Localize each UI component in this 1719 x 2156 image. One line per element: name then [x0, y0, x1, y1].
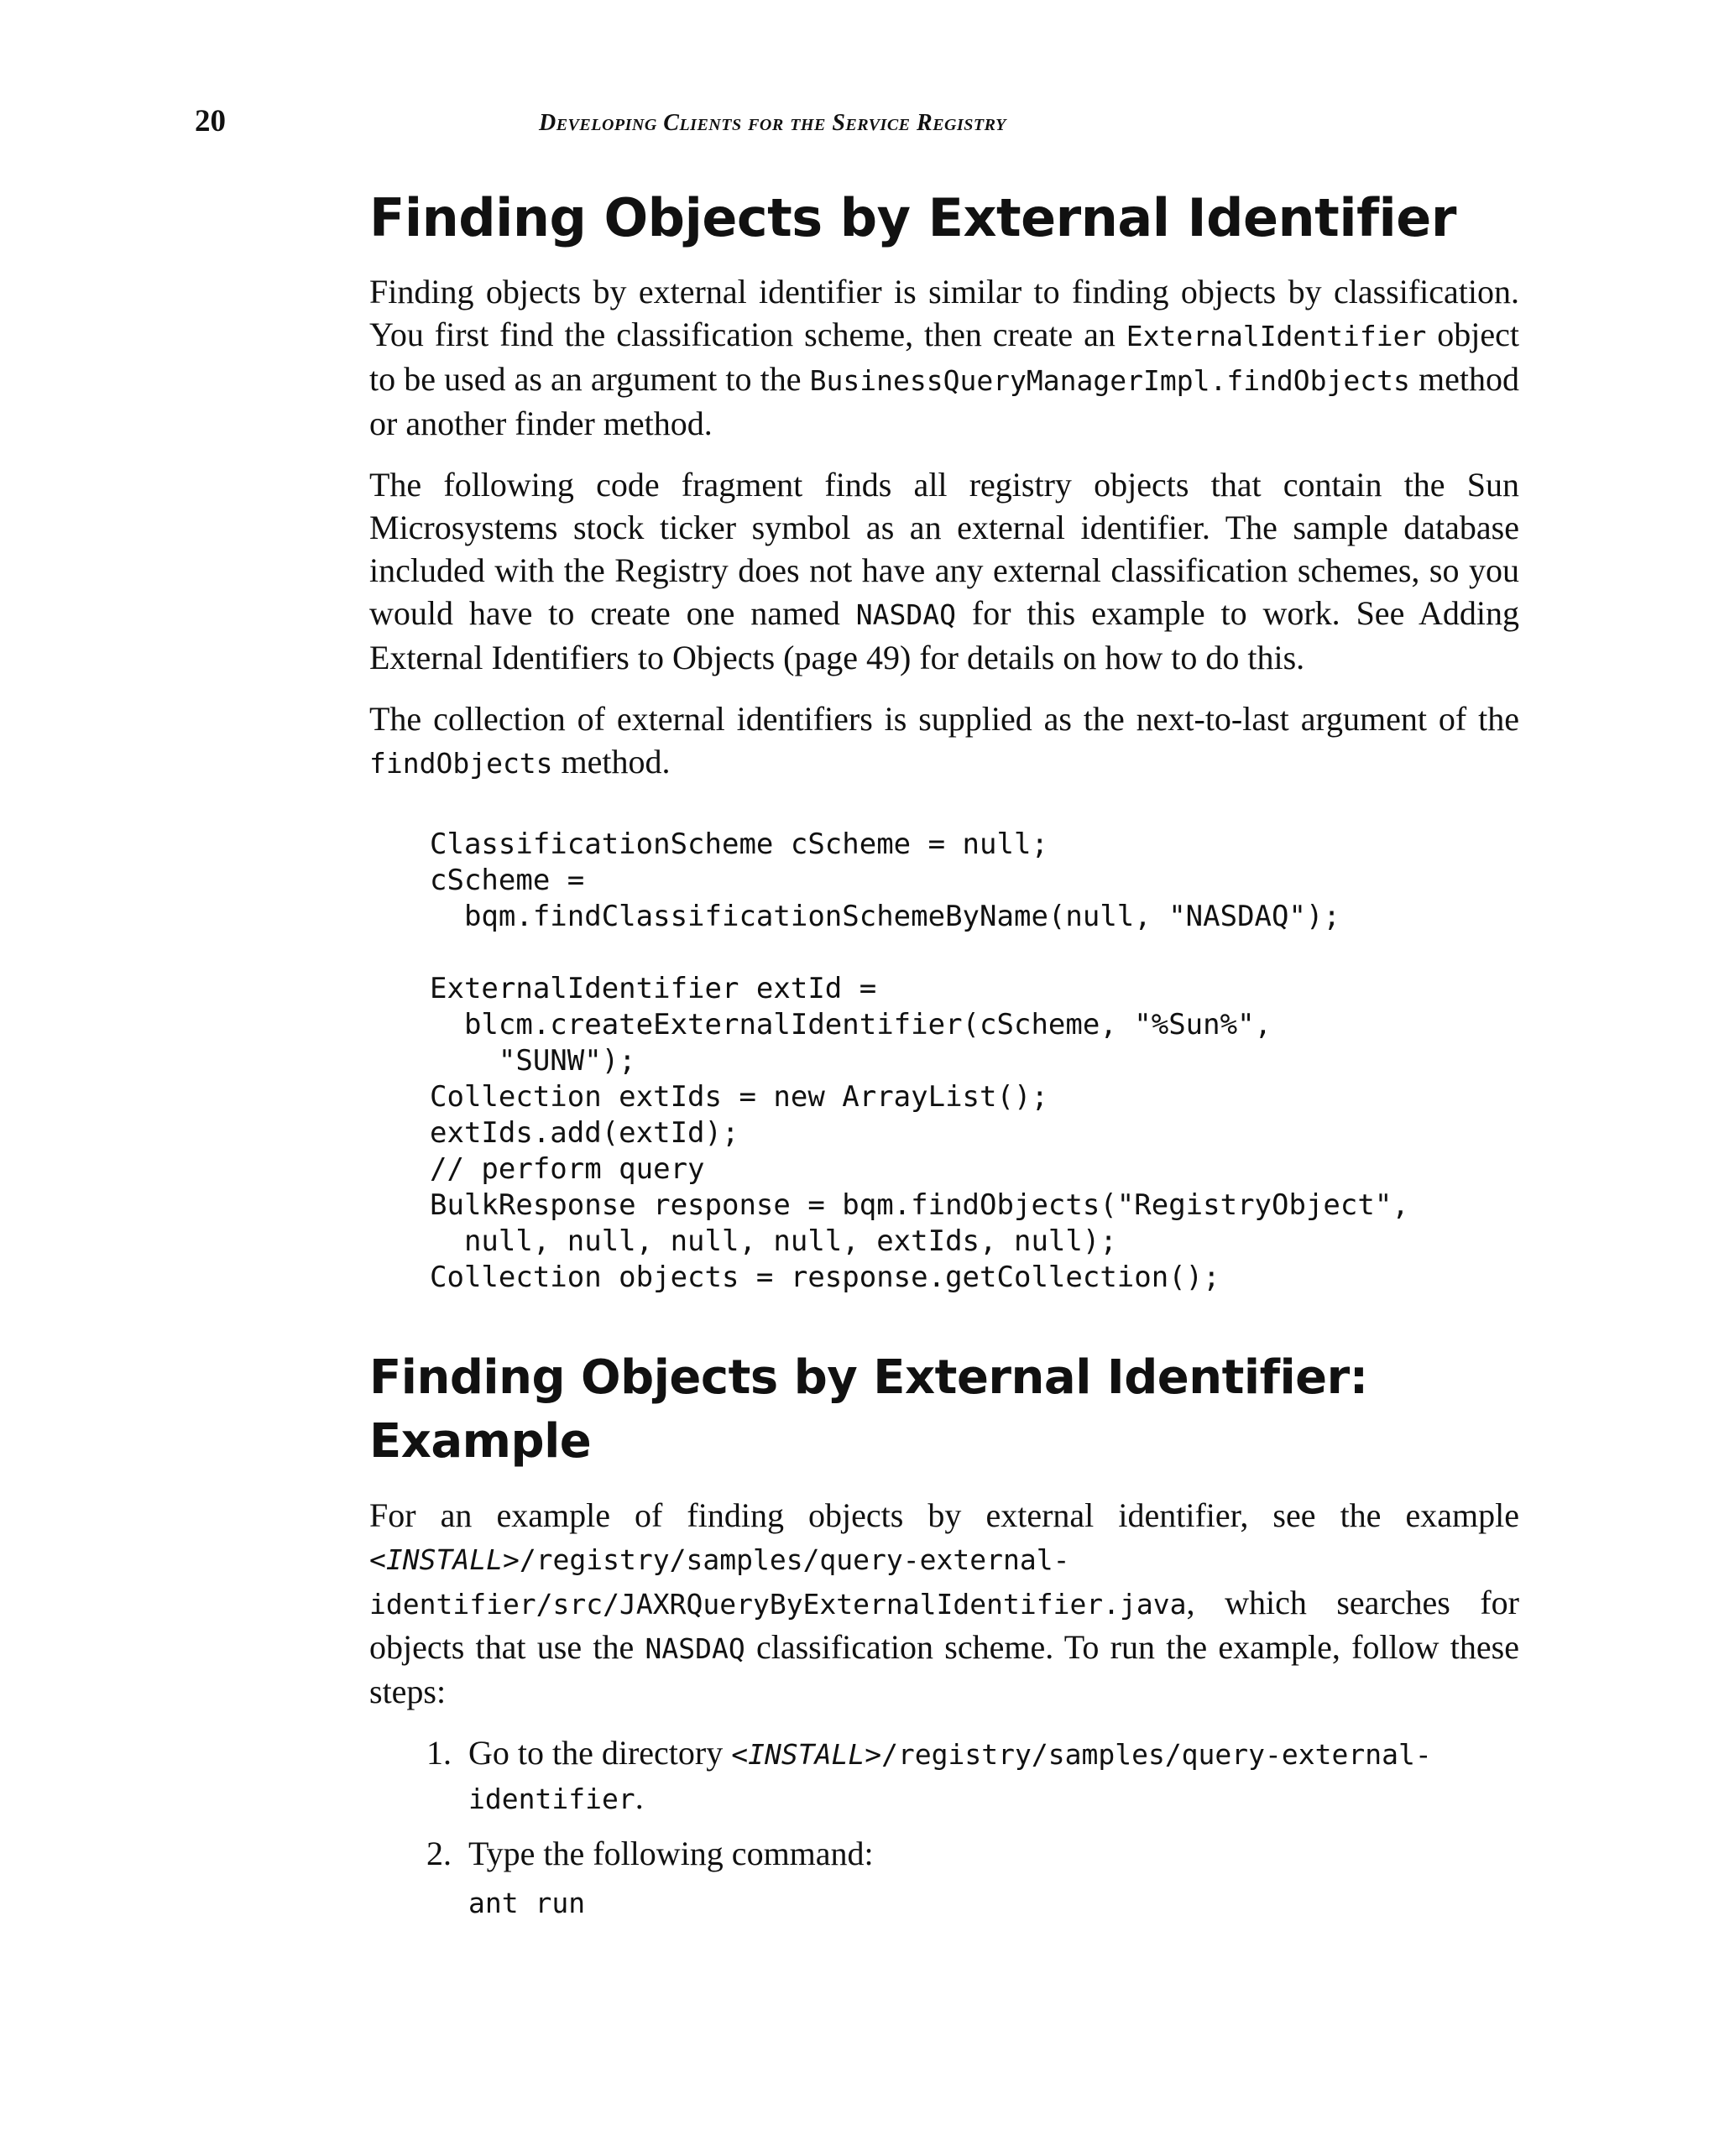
text: Type the following command: — [468, 1835, 874, 1872]
inline-code: NASDAQ — [855, 598, 956, 631]
text: method. — [552, 743, 671, 780]
inline-code: /registry/samples/query-external-identifier — [468, 1738, 1432, 1815]
code-line: // perform query — [430, 1152, 705, 1186]
code-line: blcm.createExternalIdentifier(cScheme, "%Sun%", — [430, 1008, 1272, 1041]
code-line: bqm.findClassificationSchemeByName(null, "NASDAQ"); — [430, 900, 1340, 933]
inline-code: /registry/samples/query-external-identifier/src/JAXRQueryByExternalIdentifier.java — [369, 1543, 1187, 1621]
steps-list — [369, 1731, 1519, 1924]
code-line: ExternalIdentifier extId = — [430, 972, 877, 1005]
text: Go to the directory — [468, 1734, 732, 1772]
text: object to be used as an argument to the — [369, 316, 1520, 398]
code-line: Collection objects = response.getCollection(); — [430, 1261, 1220, 1294]
paragraph — [369, 270, 1519, 445]
command: ant run — [468, 1887, 586, 1919]
code-line: "SUNW"); — [430, 1044, 636, 1078]
page-header — [195, 101, 1521, 143]
page-content — [369, 185, 1519, 1936]
paragraph — [369, 1494, 1519, 1713]
text: For an example of finding objects by external identifier, see the example — [369, 1496, 1519, 1534]
code-line: extIds.add(extId); — [430, 1116, 739, 1150]
section-title: Finding Objects by External Identifier — [369, 187, 1456, 248]
inline-code: findObjects — [369, 747, 553, 780]
text: The following code fragment finds all registry objects that contain the Sun Microsystems stock ticker symbol as an external identifier. The sample database included with the Registry does not have any external classification schemes, so you would have to create one named — [369, 466, 1519, 632]
inline-code: NASDAQ — [645, 1632, 745, 1665]
text: , which searches for objects that use the — [369, 1584, 1519, 1666]
inline-code: ExternalIdentifier — [1126, 320, 1427, 352]
code-line: Collection extIds = new ArrayList(); — [430, 1080, 1048, 1114]
step-number: 1. — [426, 1734, 452, 1772]
step-number: 2. — [426, 1835, 452, 1872]
paragraph — [369, 463, 1519, 679]
code-line: BulkResponse response = bqm.findObjects("RegistryObject", — [430, 1188, 1409, 1222]
code-line: null, null, null, null, extIds, null); — [430, 1224, 1117, 1258]
text: method or another finder method. — [369, 360, 1520, 442]
paragraph — [369, 697, 1519, 785]
text: classification scheme. To run the example, follow these steps: — [369, 1628, 1519, 1710]
list-item — [426, 1731, 1519, 1820]
code-line: ClassificationScheme cScheme = null; — [430, 827, 1048, 861]
code-block — [430, 827, 1519, 1296]
code-line: cScheme = — [430, 864, 585, 897]
inline-code-italic: <INSTALL> — [731, 1738, 882, 1771]
code-line — [430, 935, 1519, 971]
inline-code: BusinessQueryManagerImpl.findObjects — [809, 364, 1410, 397]
text: The collection of external identifiers is supplied as the next-to-last argument of the — [369, 700, 1519, 738]
text: for this example to work. See Adding External Identifiers to Objects (page 49) for details on how to do this. — [369, 594, 1519, 676]
text: Finding objects by external identifier is similar to finding objects by classification. You first find the classification scheme, then create an — [369, 273, 1519, 353]
inline-code-italic: <INSTALL> — [369, 1543, 520, 1576]
running-head: Developing Clients for the Service Registry — [539, 110, 1006, 136]
section-title: Finding Objects by External Identifier: Example — [369, 1350, 1368, 1469]
page-number: 20 — [195, 104, 226, 138]
list-item — [426, 1832, 1519, 1924]
text: . — [635, 1778, 644, 1816]
